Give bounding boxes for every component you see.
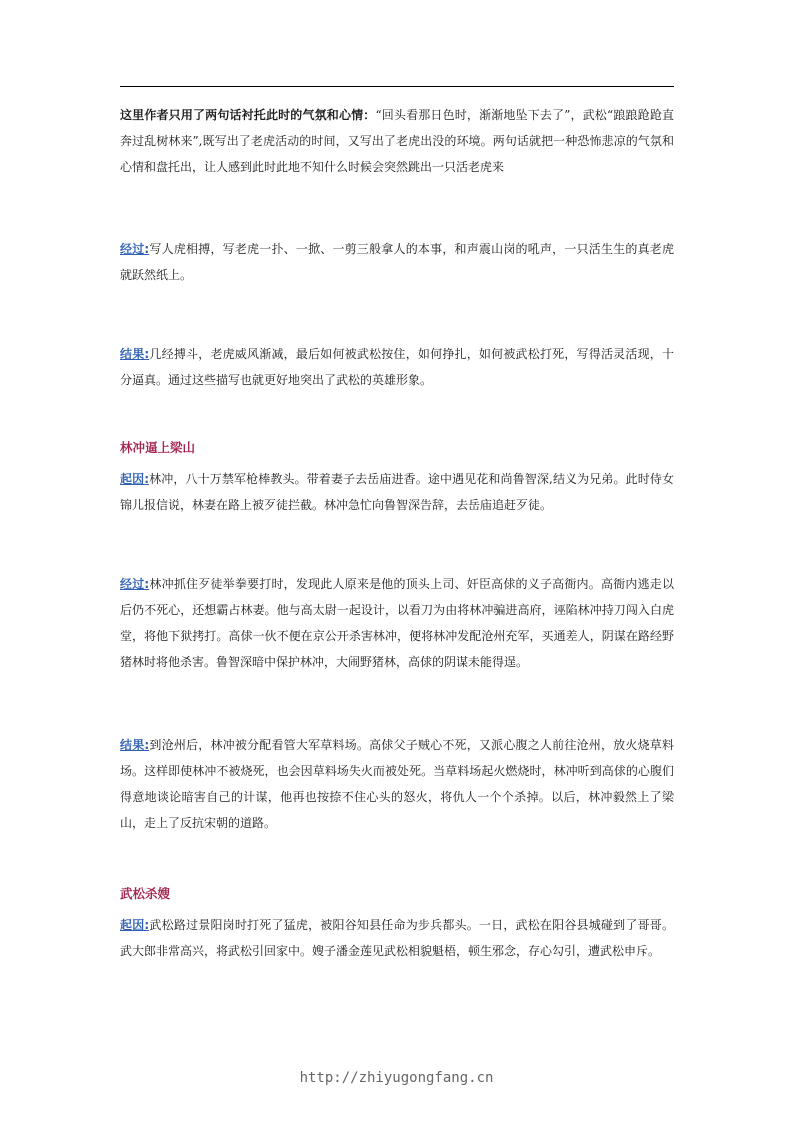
linchong-result-paragraph <box>120 732 674 836</box>
intro-lead: 这里作者只用了两句话衬托此时的气氛和心情： <box>120 108 376 122</box>
process-label: 经过: <box>120 242 150 256</box>
footer-url: http://zhiyugongfang.cn <box>299 1070 494 1086</box>
header-rule <box>120 86 674 87</box>
wusong-tiger-result-paragraph <box>120 341 674 393</box>
wusong-tiger-process-paragraph <box>120 236 674 288</box>
intro-text: “回头看那日色时，渐渐地坠下去了”，武松“踉踉跄跄直奔过乱树林来”,既写出了老虎活动的时间，又写出了老虎出没的环境。两句话就把一种恐怖悲凉的气氛和心情和盘托出，让人感到此时此地不知什么时候会突然跳出一只活老虎来 <box>120 108 674 174</box>
linchong-cause-paragraph <box>120 466 674 518</box>
intro-paragraph <box>120 102 674 180</box>
cause-text: 林冲，八十万禁军枪棒教头。带着妻子去岳庙进香。途中遇见花和尚鲁智深,结义为兄弟。此时侍女锦儿报信说，林妻在路上被歹徒拦截。林冲急忙向鲁智深告辞，去岳庙追赶歹徒。 <box>120 472 674 512</box>
process-label: 经过: <box>120 577 150 591</box>
section-heading-wusong-sister: 武松杀嫂 <box>120 886 171 901</box>
process-text: 写人虎相搏，写老虎一扑、一掀、一剪三般拿人的本事，和声震山岗的吼声，一只活生生的真老虎就跃然纸上。 <box>120 242 674 282</box>
result-text: 几经搏斗，老虎威风渐减，最后如何被武松按住，如何挣扎，如何被武松打死，写得活灵活现，十分逼真。通过这些描写也就更好地突出了武松的英雄形象。 <box>120 347 674 387</box>
cause-label: 起因: <box>120 918 150 932</box>
cause-text: 武松路过景阳岗时打死了猛虎，被阳谷知县任命为步兵都头。一日，武松在阳谷县城碰到了哥哥。武大郎非常高兴，将武松引回家中。嫂子潘金莲见武松相貌魁梧，顿生邪念，存心勾引，遭武松申斥。 <box>120 918 674 958</box>
linchong-process-paragraph <box>120 571 674 675</box>
result-label: 结果: <box>120 738 150 752</box>
cause-label: 起因: <box>120 472 150 486</box>
section-heading-linchong: 林冲逼上梁山 <box>120 440 196 455</box>
process-text: 林冲抓住歹徒举拳要打时，发现此人原来是他的顶头上司、奸臣高俅的义子高衙内。高衙内逃走以后仍不死心，还想霸占林妻。他与高太尉一起设计，以看刀为由将林冲骗进高府，诬陷林冲持刀闯入白虎堂，将他下狱拷打。高俅一伙不便在京公开杀害林冲，便将林冲发配沧州充军，买通差人，阴谋在路经野猪林时将他杀害。鲁智深暗中保护林冲，大闹野猪林，高俅的阴谋未能得逞。 <box>120 577 674 669</box>
wusong-sister-cause-paragraph <box>120 912 674 964</box>
result-label: 结果: <box>120 347 150 361</box>
result-text: 到沧州后，林冲被分配看管大军草料场。高俅父子贼心不死，又派心腹之人前往沧州，放火烧草料场。这样即使林冲不被烧死，也会因草料场失火而被处死。当草料场起火燃烧时，林冲听到高俅的心腹们得意地谈论暗害自己的计谋，他再也按捺不住心头的怒火，将仇人一个个杀掉。以后，林冲毅然上了梁山，走上了反抗宋朝的道路。 <box>120 738 674 830</box>
